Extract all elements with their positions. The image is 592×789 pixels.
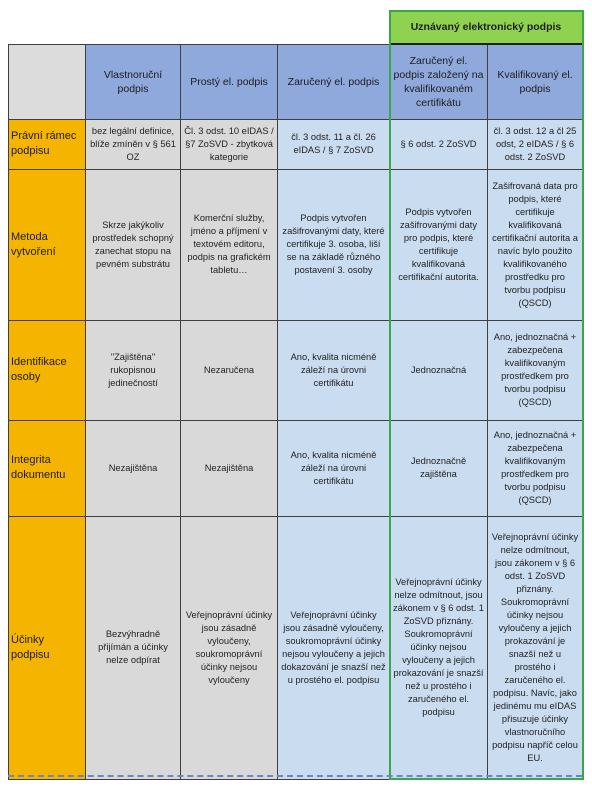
column-header: Vlastnoruční podpis bbox=[86, 44, 181, 119]
table-cell: Skrze jakýkoliv prostředek schopný zanechat stopu na pevném substrátu bbox=[86, 169, 181, 320]
table-cell: Jednoznačně zajištěna bbox=[390, 420, 488, 516]
table-cell: čl. 3 odst. 12 a čl 25 odst, 2 eIDAS / § 6 odst. 2 ZoSVD bbox=[488, 119, 583, 169]
bottom-cut-line bbox=[8, 775, 582, 777]
column-header: Prostý el. podpis bbox=[181, 44, 278, 119]
table-cell: "Zajištěna" rukopisnou jedinečností bbox=[86, 320, 181, 420]
corner-cell bbox=[9, 44, 86, 119]
top-header-cell: Uznávaný elektronický podpis bbox=[390, 11, 583, 44]
table-row bbox=[9, 169, 583, 320]
table-row bbox=[9, 119, 583, 169]
top-header-spacer bbox=[9, 11, 390, 44]
table-cell: Ano, jednoznačná + zabezpečena kvalifikovaným prostředkem pro tvorbu podpisu (QSCD) bbox=[488, 320, 583, 420]
table-cell: Ano, kvalita nicméně záleží na úrovni certifikátu bbox=[278, 320, 390, 420]
table-cell: Ano, kvalita nicméně záleží na úrovni certifikátu bbox=[278, 420, 390, 516]
table-cell: Nezajištěna bbox=[181, 420, 278, 516]
column-header-row bbox=[9, 44, 583, 119]
table-cell: Veřejnoprávní účinky nelze odmítnout, jsou zákonem v § 6 odst. 1 ZoSVD přiznány. Soukromoprávní účinky nejsou vyloučeny a jejich prokazování je snazší než u prostého i zaručeného el. podpisu bbox=[390, 516, 488, 779]
table-cell: Komerční služby, jméno a příjmení v textovém editoru, podpis na grafickém tabletu… bbox=[181, 169, 278, 320]
table-cell: Čl. 3 odst. 10 eIDAS / §7 ZoSVD - zbytková kategorie bbox=[181, 119, 278, 169]
row-header: Integrita dokumentu bbox=[9, 420, 86, 516]
table-cell: bez legální definice, blíže zmíněn v § 561 OZ bbox=[86, 119, 181, 169]
column-header: Kvalifikovaný el. podpis bbox=[488, 44, 583, 119]
column-header: Zaručený el. podpis bbox=[278, 44, 390, 119]
row-header: Právní rámec podpisu bbox=[9, 119, 86, 169]
row-header: Účinky podpisu bbox=[9, 516, 86, 779]
table-row bbox=[9, 320, 583, 420]
row-header: Metoda vytvoření bbox=[9, 169, 86, 320]
table-cell: Nezajištěna bbox=[86, 420, 181, 516]
table-cell: Podpis vytvořen zašifrovanými daty, které certifikuje 3. osoba, liší se na základě různého postavení 3. osoby bbox=[278, 169, 390, 320]
table-cell: Veřejnoprávní účinky jsou zásadně vyloučeny, soukromoprávní účinky nejsou vyloučeny bbox=[181, 516, 278, 779]
table-row bbox=[9, 420, 583, 516]
row-header: Identifikace osoby bbox=[9, 320, 86, 420]
table-cell: Veřejnoprávní účinky nelze odmítnout, jsou zákonem v § 6 odst. 1 ZoSVD přiznány. Soukromoprávní účinky nejsou vyloučeny a jejich prokazování je snazší než u prostého i zaručeného el. podpisu. Navíc, jako jedinému mu eIDAS přisuzuje účinky vlastnoručního podpisu napříč celou EU. bbox=[488, 516, 583, 779]
table-cell: Veřejnoprávní účinky jsou zásadně vyloučeny, soukromoprávní účinky nejsou vyloučeny a jejich dokazování je snazší než u prostého el. podpisu bbox=[278, 516, 390, 779]
table-cell: Ano, jednoznačná + zabezpečena kvalifikovaným prostředkem pro tvorbu podpisu (QSCD) bbox=[488, 420, 583, 516]
comparison-table-wrapper bbox=[8, 10, 582, 778]
table-cell: Bezvýhradně přijímán a účinky nelze odpírat bbox=[86, 516, 181, 779]
table-cell: § 6 odst. 2 ZoSVD bbox=[390, 119, 488, 169]
table-cell: Jednoznačná bbox=[390, 320, 488, 420]
table-cell: Zašifrovaná data pro podpis, které certifikuje kvalifikovaná certifikační autorita a navíc bylo použito kvalifikovaného prostředku pro tvorbu podpisu (QSCD) bbox=[488, 169, 583, 320]
top-header-row bbox=[9, 11, 583, 44]
table-cell: Podpis vytvořen zašifrovanými daty pro podpis, které certifikuje kvalifikovaná certifikační autorita. bbox=[390, 169, 488, 320]
table-cell: Nezaručena bbox=[181, 320, 278, 420]
table-row bbox=[9, 516, 583, 779]
signature-comparison-table bbox=[8, 10, 584, 780]
column-header: Zaručený el. podpis založený na kvalifikovaném certifikátu bbox=[390, 44, 488, 119]
table-cell: čl. 3 odst. 11 a čl. 26 eIDAS / § 7 ZoSVD bbox=[278, 119, 390, 169]
